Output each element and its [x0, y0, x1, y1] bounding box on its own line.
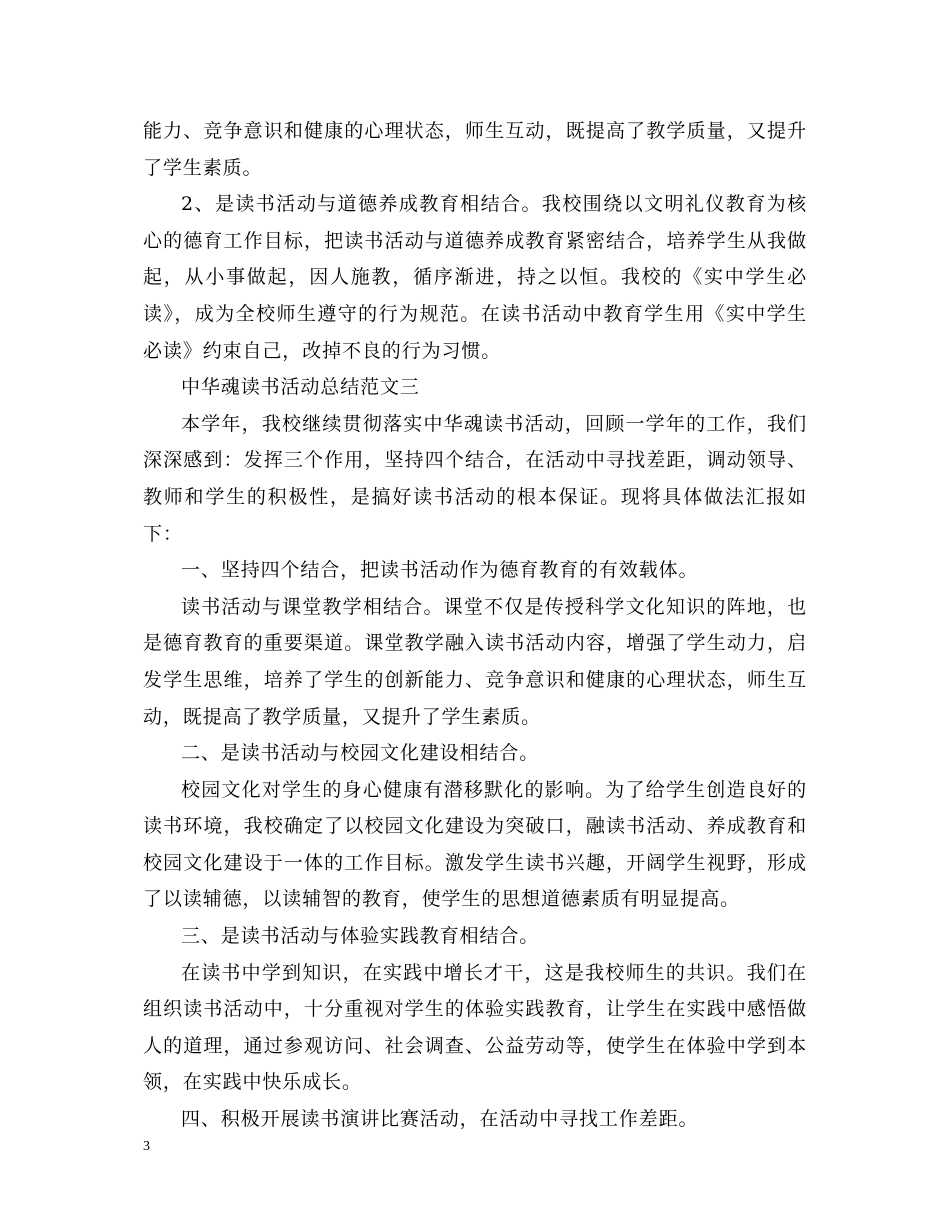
paragraph: 三、是读书活动与体验实践教育相结合。 [181, 925, 540, 948]
paragraph: 读书活动与课堂教学相结合。课堂不仅是传授科学文化知识的阵地，也是德育教育的重要渠道。课堂教学融入读书活动内容，增强了学生动力，启发学生思维，培养了学生的创新能力、竞争意识和健康的心理状态，师生互动，既提高了教学质量，又提升了学生素质。 [143, 595, 807, 728]
paragraph: 二、是读书活动与校园文化建设相结合。 [181, 742, 540, 765]
page-number: 3 [143, 1139, 150, 1154]
paragraph: 2、是读书活动与道德养成教育相结合。我校围绕以文明礼仪教育为核心的德育工作目标，把读书活动与道德养成教育紧密结合，培养学生从我做起，从小事做起，因人施教，循序渐进，持之以恒。我校的《实中学生必读》，成为全校师生遵守的行为规范。在读书活动中教育学生用《实中学生必读》约束自己，改掉不良的行为习惯。 [143, 193, 807, 362]
paragraph: 一、坚持四个结合，把读书活动作为德育教育的有效载体。 [181, 559, 699, 582]
body-text [143, 113, 807, 1138]
paragraph: 四、积极开展读书演讲比赛活动，在活动中寻找工作差距。 [181, 1108, 699, 1131]
paragraph: 能力、竞争意识和健康的心理状态，师生互动，既提高了教学质量，又提升了学生素质。 [143, 120, 807, 179]
paragraph: 校园文化对学生的身心健康有潜移默化的影响。为了给学生创造良好的读书环境，我校确定了以校园文化建设为突破口，融读书活动、养成教育和校园文化建设于一体的工作目标。激发学生读书兴趣，开阔学生视野，形成了以读辅德，以读辅智的教育，使学生的思想道德素质有明显提高。 [143, 778, 807, 911]
paragraph: 本学年，我校继续贯彻落实中华魂读书活动，回顾一学年的工作，我们深深感到：发挥三个作用，坚持四个结合，在活动中寻找差距，调动领导、教师和学生的积极性，是搞好读书活动的根本保证。现将具体做法汇报如下： [143, 412, 807, 545]
paragraph: 在读书中学到知识，在实践中增长才干，这是我校师生的共识。我们在组织读书活动中，十分重视对学生的体验实践教育，让学生在实践中感悟做人的道理，通过参观访问、社会调查、公益劳动等，使学生在体验中学到本领，在实践中快乐成长。 [143, 961, 807, 1094]
section-heading: 中华魂读书活动总结范文三 [181, 376, 420, 399]
